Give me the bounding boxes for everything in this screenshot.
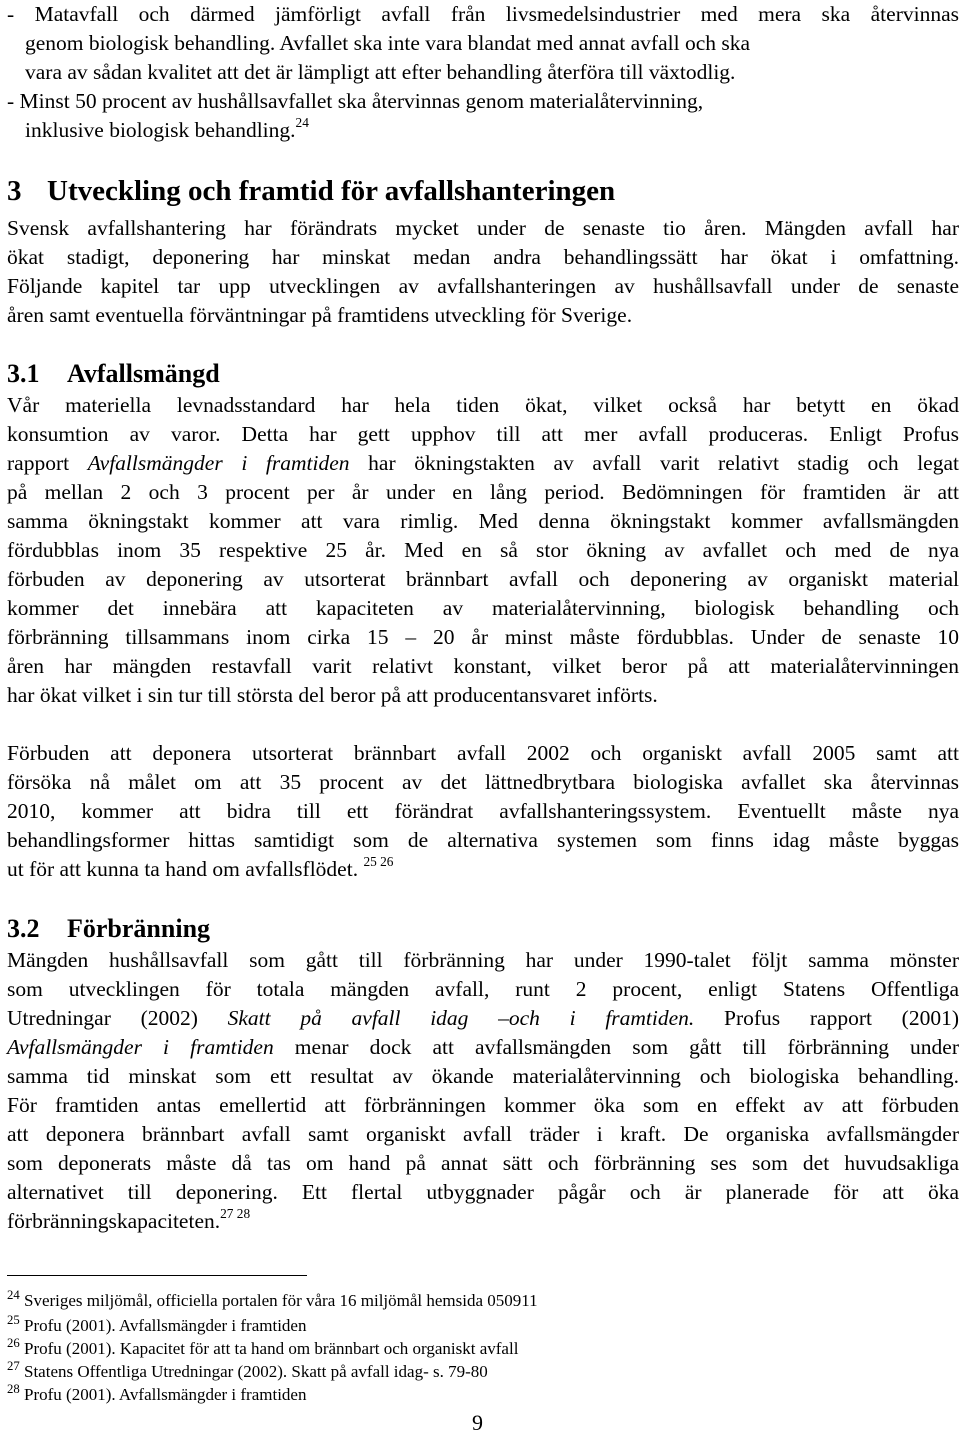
body-line: samma ökningstakt kommer att vara rimlig. Med denna ökningstakt kommer avfallsmängden [7, 509, 959, 533]
intro-line: vara av sådan kvalitet att det är lämpligt att efter behandling återföra till växtodlig. [25, 60, 736, 84]
footnote-ref: 25 26 [363, 854, 394, 870]
page-number: 9 [472, 1410, 483, 1435]
body-line: Vår materiella levnadsstandard har hela tiden ökat, vilket också har betytt en ökad [7, 393, 959, 417]
footnote-number: 25 [7, 1313, 20, 1327]
body-line: Mängden hushållsavfall som gått till förbränning har under 1990-talet följt samma mönster [7, 948, 959, 972]
body-line: på mellan 2 och 3 procent per år under en lång period. Bedömningen för framtiden är att [7, 480, 959, 504]
section-title: Utveckling och framtid för avfallshanteringen [47, 175, 616, 207]
footnote [7, 1290, 538, 1312]
intro-line-text: inklusive biologisk behandling. [25, 118, 296, 142]
footnote [7, 1384, 306, 1406]
body-line: som deponerats måste då tas om hand på annat sätt och förbränning ses som det huvudsakliga [7, 1151, 959, 1175]
body-line: fördubblas inom 35 respektive 25 år. Med en så stor ökning av avfallet och med de nya [7, 538, 959, 562]
footnote [7, 1338, 518, 1360]
body-line: Förbuden att deponera utsorterat brännbart avfall 2002 och organiskt avfall 2005 samt att [7, 741, 959, 765]
footnote-text: Profu (2001). Avfallsmängder i framtiden [24, 1316, 307, 1335]
body-line: förbränning tillsammans inom cirka 15 – 20 år minst måste fördubblas. Under de senaste 10 [7, 625, 959, 649]
body-line-text: ut för att kunna ta hand om avfallsflödet. [7, 857, 359, 881]
footnote [7, 1361, 488, 1383]
body-line: Följande kapitel tar upp utvecklingen av avfallshanteringen av hushållsavfall under de senaste [7, 274, 959, 298]
body-line: För framtiden antas emellertid att förbränningen kommer öka som en effekt av att förbuden [7, 1093, 959, 1117]
subsection-title: Avfallsmängd [67, 359, 220, 388]
body-line-text: förbränningskapaciteten. [7, 1209, 221, 1233]
intro-line: - Minst 50 procent av hushållsavfallet ska återvinnas genom materialåtervinning, [7, 89, 704, 113]
section-number: 3 [7, 175, 22, 207]
body-line: behandlingsformer hittas samtidigt som de alternativa systemen som finns idag måste byggas [7, 828, 959, 852]
footnote-number: 27 [7, 1359, 20, 1373]
subsection-heading [7, 913, 210, 945]
text-run: Profus rapport (2001) [694, 1006, 959, 1030]
body-line [7, 855, 393, 883]
body-line: kommer det innebära att kapaciteten av materialåtervinning, biologisk behandling och [7, 596, 959, 620]
text-run: har ökningstakten av avfall varit relativt stadig och legat [349, 451, 959, 475]
subsection-number: 3.1 [7, 359, 40, 388]
intro-line [25, 116, 309, 144]
intro-line: genom biologisk behandling. Avfallet ska inte vara blandat med annat avfall och ska [25, 31, 751, 55]
text-run: Utredningar (2002) [7, 1006, 228, 1030]
body-line: förbuden av deponering av utsorterat brännbart avfall och deponering av organiskt material [7, 567, 959, 591]
footnote-text: Sveriges miljömål, officiella portalen för våra 16 miljömål hemsida 050911 [24, 1291, 538, 1310]
report-title: Skatt på avfall idag –och i framtiden. [227, 1006, 695, 1030]
body-line: samma tid minskat som ett resultat av ökande materialåtervinning och biologiska behandling. [7, 1064, 959, 1088]
footnote-number: 28 [7, 1382, 20, 1396]
footnote-ref: 24 [295, 115, 309, 131]
body-line [7, 1033, 959, 1061]
body-line [7, 449, 959, 477]
body-line: åren samt eventuella förväntningar på framtidens utveckling för Sverige. [7, 303, 633, 327]
footnote-text: Profu (2001). Kapacitet för att ta hand om brännbart och organiskt avfall [24, 1339, 519, 1358]
footnote-separator [7, 1275, 307, 1276]
section-heading [7, 173, 615, 209]
body-line: har ökat vilket i sin tur till största del beror på att producentansvaret införts. [7, 683, 658, 707]
subsection-title: Förbränning [67, 914, 211, 943]
body-line: att deponera brännbart avfall samt organiskt avfall träder i kraft. De organiska avfallsmängder [7, 1122, 959, 1146]
body-line: försöka nå målet om att 35 procent av det lättnedbrytbara biologiska avfallet ska återvinnas [7, 770, 959, 794]
text-run: rapport [7, 451, 88, 475]
body-line [7, 1004, 959, 1032]
body-line: ökat stadigt, deponering har minskat medan andra behandlingssätt har ökat i omfattning. [7, 245, 959, 269]
footnote-text: Profu (2001). Avfallsmängder i framtiden [24, 1385, 307, 1404]
body-line: alternativet till deponering. Ett flertal utbyggnader pågår och är planerade för att öka [7, 1180, 959, 1204]
report-title: Avfallsmängder i framtiden [7, 1035, 274, 1059]
intro-line: - Matavfall och därmed jämförligt avfall från livsmedelsindustrier med mera ska återvinnas [7, 2, 959, 26]
subsection-heading [7, 358, 220, 390]
footnote-number: 26 [7, 1336, 20, 1350]
body-line: konsumtion av varor. Detta har gett upphov till att mer avfall produceras. Enligt Profus [7, 422, 959, 446]
body-line [7, 1207, 250, 1235]
footnote-number: 24 [7, 1288, 20, 1302]
footnote-text: Statens Offentliga Utredningar (2002). Skatt på avfall idag- s. 79-80 [24, 1362, 488, 1381]
body-line: Svensk avfallshantering har förändrats mycket under de senaste tio åren. Mängden avfall har [7, 216, 959, 240]
report-title: Avfallsmängder i framtiden [87, 451, 350, 475]
text-run: menar dock att avfallsmängden som gått till förbränning under [273, 1035, 959, 1059]
body-line: 2010, kommer att bidra till ett förändrat avfallshanteringssystem. Eventuellt måste nya [7, 799, 959, 823]
subsection-number: 3.2 [7, 914, 40, 943]
body-line: som utvecklingen för totala mängden avfall, runt 2 procent, enligt Statens Offentliga [7, 977, 959, 1001]
footnote-ref: 27 28 [220, 1206, 251, 1222]
body-line: åren har mängden restavfall varit relativt konstant, vilket beror på att materialåtervinningen [7, 654, 959, 678]
footnote [7, 1315, 306, 1337]
